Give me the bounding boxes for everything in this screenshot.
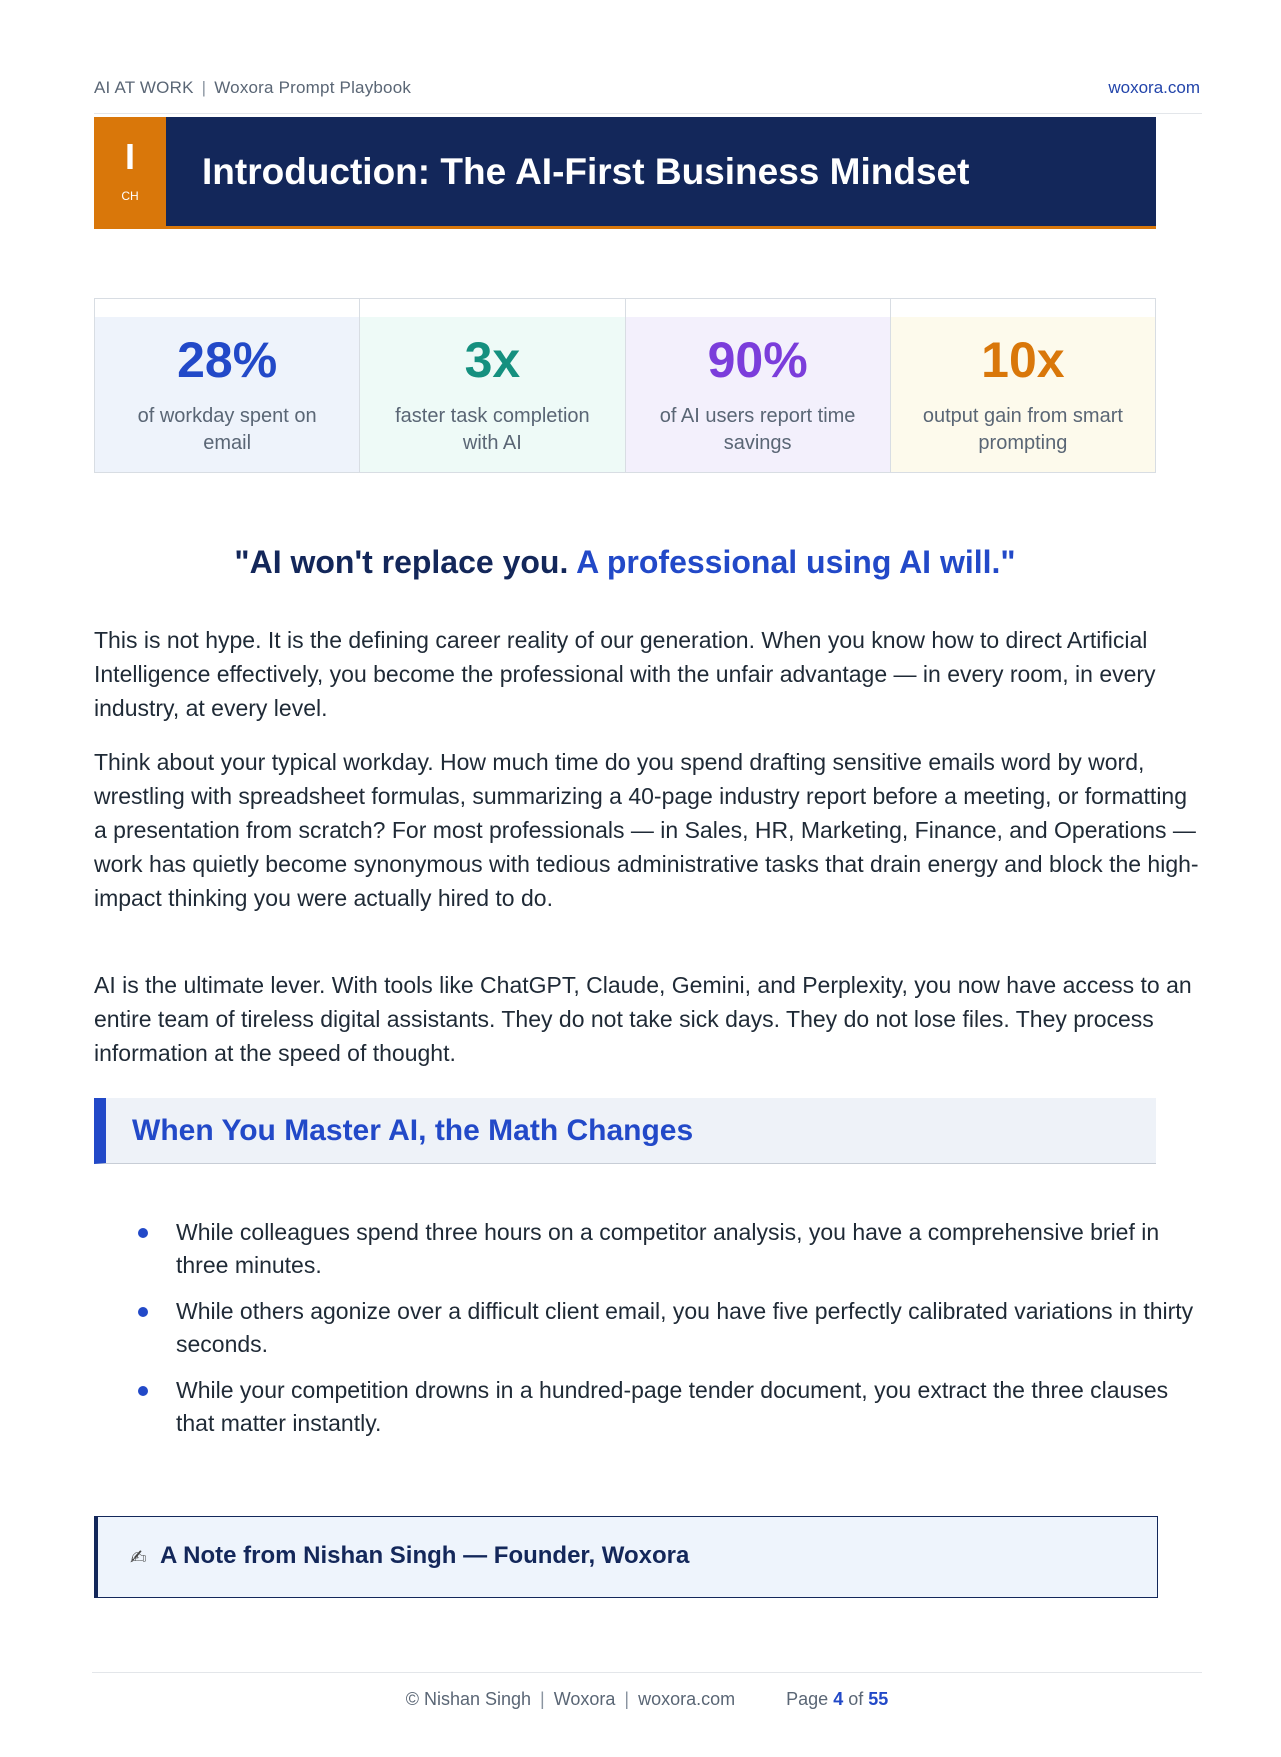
stat-label: faster task completion with AI [395,405,590,454]
list-item-text: While others agonize over a difficult client email, you have five perfectly calibrated variations in thirty seconds. [176,1298,1194,1357]
page-header [94,78,1202,114]
bullet-dot-icon [138,1307,148,1317]
footer-separator: | [624,1689,630,1709]
page-current: 4 [833,1689,844,1709]
stat-label: of workday spent on email [137,405,317,454]
footer-text [92,1689,1202,1710]
stat-card [626,299,891,472]
pull-quote [94,544,1156,581]
body-paragraph: This is not hype. It is the defining career reality of our generation. When you know how to direct Artificial Intelligence effectively, you become the professional with the unfair advantage — in every room, in every industry, at every level. [94,627,1156,721]
footer-site-link[interactable]: woxora.com [638,1689,736,1709]
footer-brand: Woxora [553,1689,616,1709]
quote-part-accent: A professional using AI will." [576,544,1016,580]
stat-card [95,299,360,472]
list-item [130,1295,1200,1361]
stat-card [891,299,1155,472]
stat-value: 10x [981,332,1065,388]
chapter-badge [94,117,166,229]
page-label: Page [786,1689,829,1709]
list-item-text: While your competition drowns in a hundred-page tender document, you extract the three clauses that matter instantly. [176,1377,1169,1436]
pen-icon: ✍ [130,1547,147,1569]
bullet-list [130,1216,1200,1453]
stat-label: output gain from smart prompting [922,405,1123,454]
stats-strip [94,298,1156,473]
header-breadcrumb [94,78,411,98]
footer-separator: | [540,1689,545,1709]
quote-part-dark: "AI won't replace you. [234,544,577,580]
list-item [130,1216,1200,1282]
stat-label: of AI users report time savings [659,405,856,454]
header-separator: | [201,78,207,97]
stat-value: 90% [707,332,808,388]
header-site-link[interactable]: woxora.com [1108,78,1200,97]
stat-value: 3x [464,332,521,388]
page-indicator [786,1689,888,1709]
chapter-badge-label: CH [121,189,139,203]
stat-value: 28% [177,332,278,388]
page-of: of [848,1689,864,1709]
bullet-dot-icon [138,1386,148,1396]
footer-copyright: © Nishan Singh [405,1689,532,1709]
chapter-number: I [124,136,135,177]
body-paragraph: Think about your typical workday. How much time do you spend drafting sensitive emails word by word, wrestling with spreadsheet formulas, summarizing a 40-page industry report before a meeting, or formatting a presentation from scratch? For most professionals — in Sales, HR, Marketing, Finance, and Operations — work has quietly become synonymous with tedious administrative tasks that drain energy and block the high-impact thinking you were actually hired to do. [94,749,1199,911]
bullet-dot-icon [138,1228,148,1238]
list-item [130,1374,1200,1440]
page-total: 55 [868,1689,889,1709]
header-book-title: Woxora Prompt Playbook [214,78,412,97]
note-title: A Note from Nishan Singh — Founder, Woxora [160,1542,690,1569]
stat-card [360,299,625,472]
founder-note-box [94,1516,1158,1598]
page-footer [92,1672,1202,1712]
section-heading [94,1098,1156,1164]
body-paragraph: AI is the ultimate lever. With tools like ChatGPT, Claude, Gemini, and Perplexity, you now have access to an entire team of tireless digital assistants. They do not take sick days. They do not lose files. They process information at the speed of thought. [94,972,1192,1066]
header-series: AI AT WORK [94,78,194,97]
chapter-title: Introduction: The AI-First Business Mindset [202,151,970,192]
chapter-banner [94,117,1156,229]
list-item-text: While colleagues spend three hours on a competitor analysis, you have a comprehensive brief in three minutes. [176,1219,1160,1278]
section-title: When You Master AI, the Math Changes [132,1114,694,1147]
